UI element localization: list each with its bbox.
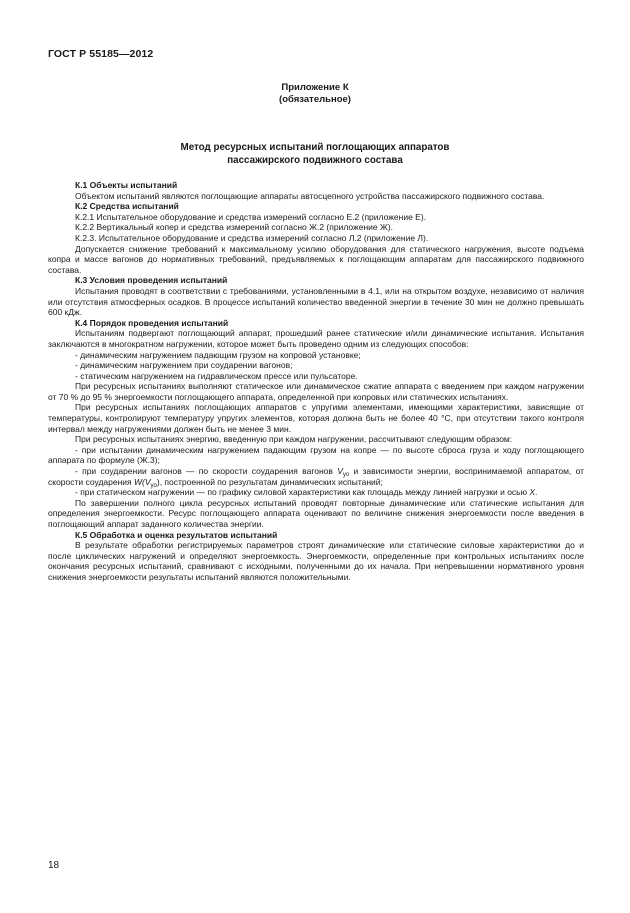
- list-item: [48, 466, 584, 487]
- section-heading-k1: К.1 Объекты испытаний: [75, 180, 178, 190]
- annex-title: Приложение К: [281, 82, 349, 93]
- section-heading-k3: К.3 Условия проведения испытаний: [75, 275, 228, 286]
- subscript: уo: [342, 472, 350, 479]
- list-item: [48, 487, 584, 498]
- list-item: - при испытании динамическим нагружением падающим грузом на копре — по высоте сброса груза и ходу поглощающего аппарата по формуле (Ж.3);: [48, 444, 584, 466]
- paragraph: К.2.3. Испытательное оборудование и средства измерений согласно Л.2 (приложение Л).: [75, 232, 429, 243]
- list-item: - статическим нагружением на гидравлическом прессе или пульсаторе.: [75, 370, 358, 381]
- list-item: - динамическим нагружением при соударении вагонов;: [75, 360, 293, 371]
- paragraph: При ресурсных испытаниях энергию, введенную при каждом нагружении, рассчитывают следующим образом:: [75, 434, 513, 445]
- text-span: - при статическом нагружении — по графику силовой характеристики как площадь между линией нагрузки и осью: [75, 487, 530, 498]
- method-title: [0, 141, 630, 167]
- method-title-line-2: пассажирского подвижного состава: [227, 155, 403, 166]
- section-heading-k2: К.2 Средства испытаний: [75, 201, 179, 212]
- text-span: ), построенной по результатам динамических испытаний;: [156, 476, 383, 487]
- paragraph: При ресурсных испытаниях выполняют статическое или динамическое сжатие аппарата с введением при каждом нагружении от 70 % до 95 % энергоемкости поглощающего аппарата, определенной при копровых или статических испытаниях.: [48, 381, 584, 402]
- page-number: 18: [48, 860, 60, 871]
- subscript: уo: [150, 482, 157, 489]
- annex-heading: [0, 82, 630, 106]
- paragraph: По завершении полного цикла ресурсных испытаний проводят повторные динамические или статические испытания для определения энергоемкости. Ресурс поглощающего аппарата оценивают по величине снижения энергоемкости после введения в поглощающий аппарат заданного количества энергии.: [48, 497, 584, 529]
- paragraph: Допускается снижение требований к максимальному усилию оборудования для статического нагружения, высоте подъема копра и массе вагонов до нормативных требований, предъявляемых к поглощающим аппаратам для пассажирского подвижного состава.: [48, 243, 584, 275]
- section-heading-k4: К.4 Порядок проведения испытаний: [75, 317, 229, 328]
- paragraph: К.2.1 Испытательное оборудование и средства измерений согласно Е.2 (приложение Е).: [75, 211, 427, 222]
- text-span: - при соударении вагонов — по скорости соударения вагонов: [75, 466, 338, 477]
- text-span: и зависимости энергии, воспринимаемой аппаратом, от скорости соударения: [48, 466, 584, 487]
- paragraph: При ресурсных испытаниях поглощающих аппаратов с упругими элементами, имеющими характеристики, зависящие от температуры, контролируют температуру упругих элементов, которая должна быть не более 40 °С, при отсутствии такого контроля интервал между нагружениями должен быть не менее 3 мин.: [48, 402, 584, 434]
- paragraph: Испытаниям подвергают поглощающий аппарат, прошедший ранее статические и/или динамические испытания. Испытания заключаются в многократном нагружении, которое может быть проведено одним из следующих способов:: [48, 328, 584, 349]
- annex-status: (обязательное): [279, 94, 351, 105]
- paragraph: К.2.2 Вертикальный копер и средства измерений согласно Ж.2 (приложение Ж).: [75, 222, 394, 233]
- annex-body: [48, 180, 584, 583]
- paragraph: В результате обработки регистрируемых параметров строят динамические или статические силовые характеристики до и после циклических нагружений и определяют энергоемкость. Энергоемкости, определенные при контрольных испытаниях после окончания ресурсных испытаний, сравнивают с исходными, полученными до их начала. При непревышении нормативного уровня снижения энергоемкости результаты испытаний являются положительными.: [48, 540, 584, 582]
- paragraph: Объектом испытаний являются поглощающие аппараты автосцепного устройства пассажирского подвижного состава.: [75, 190, 545, 201]
- variable-w: W(V: [134, 476, 151, 487]
- variable-x: Х: [529, 487, 536, 498]
- text-span: .: [535, 487, 538, 498]
- standard-header: ГОСТ Р 55185—2012: [48, 48, 154, 60]
- method-title-line-1: Метод ресурсных испытаний поглощающих аппаратов: [180, 142, 450, 153]
- variable-v: V: [337, 466, 343, 477]
- list-item: - динамическим нагружением падающим грузом на копровой установке;: [75, 349, 361, 360]
- section-heading-k5: К.5 Обработка и оценка результатов испытаний: [75, 529, 278, 540]
- paragraph: Испытания проводят в соответствии с требованиями, установленными в 4.1, или на открытом воздухе, независимо от наличия или отсутствия атмосферных осадков. В процессе испытаний количество введенной энергии в течение 30 мин не должно превышать 600 кДж.: [48, 285, 584, 318]
